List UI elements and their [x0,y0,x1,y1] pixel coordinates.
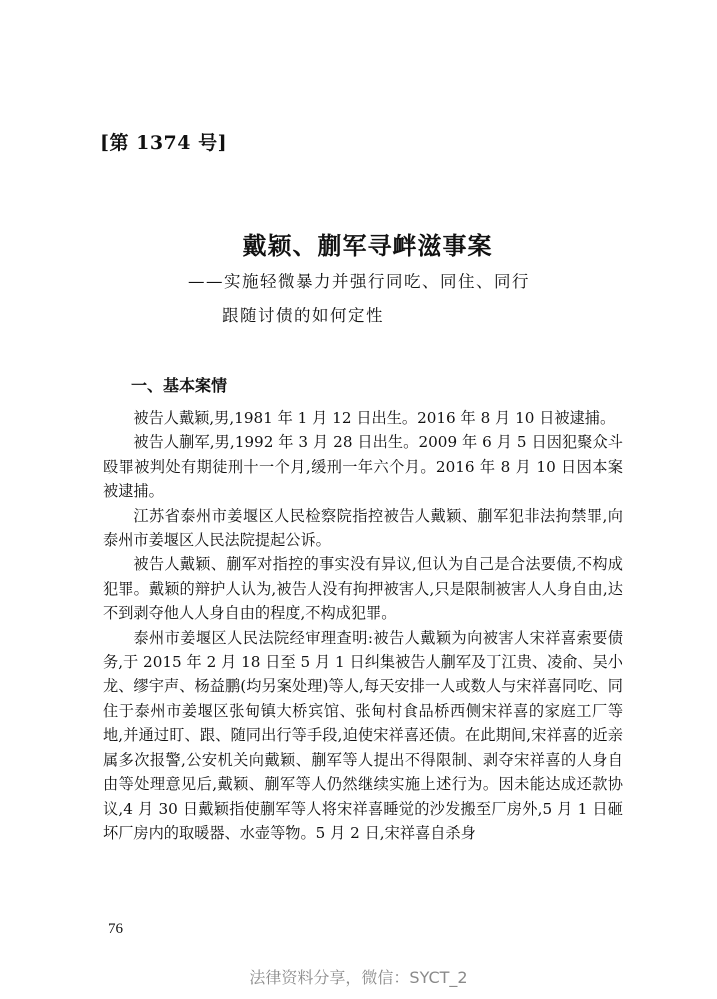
page-number: 76 [108,921,123,937]
paragraph: 被告人蒯军,男,1992 年 3 月 28 日出生。2009 年 6 月 5 日因犯聚众斗殴罪被判处有期徒刑十一个月,缓刑一年六个月。2016 年 8 月 10 日因本案被逮捕。 [103,433,623,501]
body-text [103,406,623,845]
case-subtitle-line-2: 跟随讨债的如何定性 [222,306,384,325]
paragraph: 泰州市姜堰区人民法院经审理查明:被告人戴颖为向被害人宋祥喜索要债务,于 2015 年 2 月 18 日至 5 月 1 日纠集被告人蒯军及丁江贵、凌俞、吴小龙、缪宇声、杨益鹏(均另案处理)等人,每天安排一人或数人与宋祥喜同吃、同住于泰州市姜堰区张甸镇大桥宾馆、张甸村食品桥西侧宋祥喜的家庭工厂等地,并通过盯、跟、随同出行等手段,迫使宋祥喜还债。在此期间,宋祥喜的近亲属多次报警,公安机关向戴颖、蒯军等人提出不得限制、剥夺宋祥喜的人身自由等处理意见后,戴颖、蒯军等人仍然继续实施上述行为。因未能达成还款协议,4 月 30 日戴颖指使蒯军等人将宋祥喜睡觉的沙发搬至厂房外,5 月 1 日砸坏厂房内的取暖器、水壶等物。5 月 2 日,宋祥喜自杀身 [103,628,623,842]
paragraph: 被告人戴颖,男,1981 年 1 月 12 日出生。2016 年 8 月 10 日被逮捕。 [133,409,616,427]
section-heading: 一、基本案情 [131,376,228,395]
paragraph: 江苏省泰州市姜堰区人民检察院指控被告人戴颖、蒯军犯非法拘禁罪,向泰州市姜堰区人民法院提起公诉。 [103,506,623,550]
case-number: [第 1374 号] [100,132,228,154]
paragraph: 被告人戴颖、蒯军对指控的事实没有异议,但认为自己是合法要债,不构成犯罪。戴颖的辩护人认为,被告人没有拘押被害人,只是限制被害人人身自由,达不到剥夺他人人身自由的程度,不构成犯罪。 [103,555,623,623]
watermark-caption: 法律资料分享，微信：SYCT_2 [249,968,468,987]
case-subtitle-line-1: ——实施轻微暴力并强行同吃、同住、同行 [188,272,530,291]
case-title: 戴颖、蒯军寻衅滋事案 [242,231,493,260]
